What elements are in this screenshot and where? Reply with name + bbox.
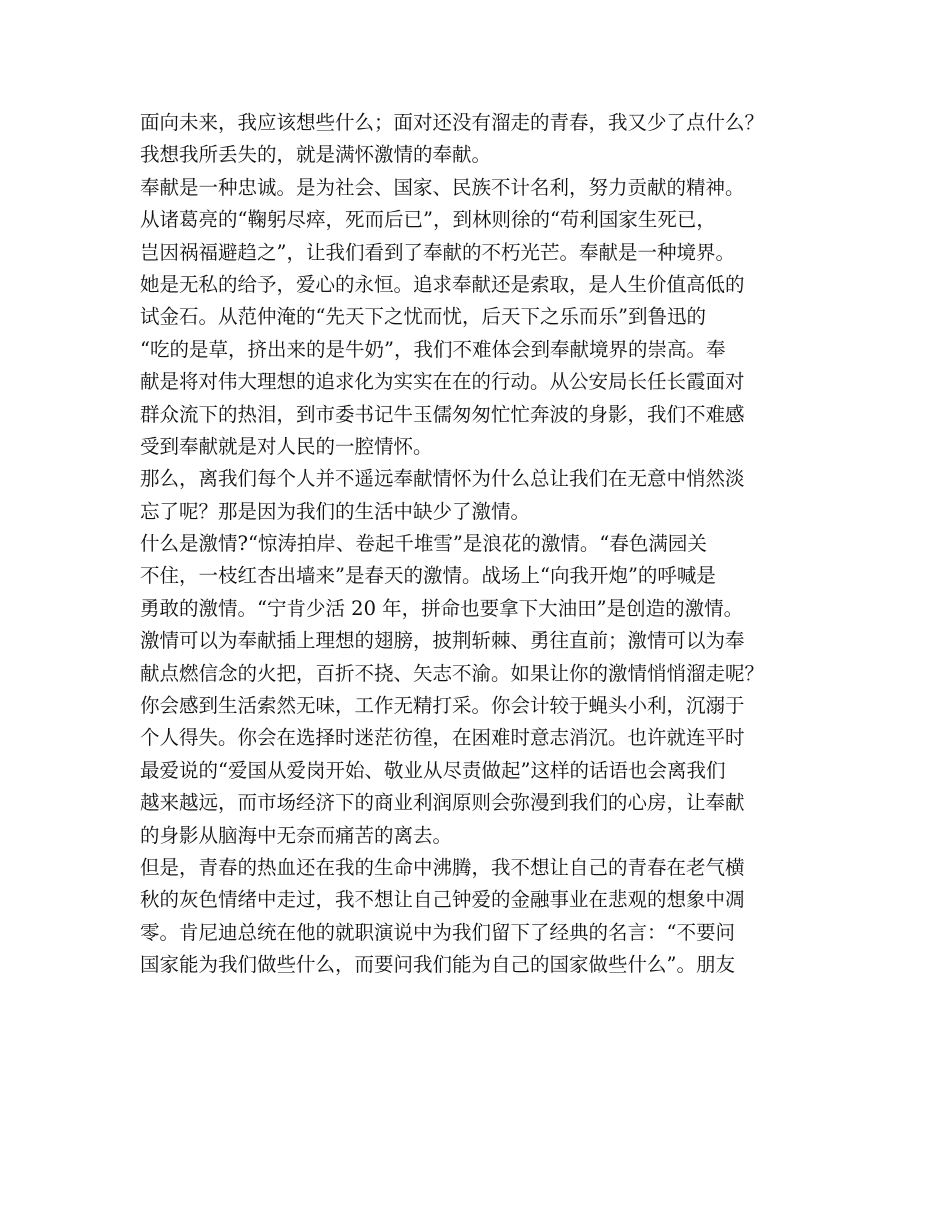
text-line: 你会感到生活索然无味，工作无精打采。你会计较于蝇头小利，沉溺于 [140,694,745,718]
text-line: 勇敢的激情。“宁肯少活 20 年，拼命也要拿下大油田”是创造的激情。 [140,596,744,620]
text-line: 最爱说的“爱国从爱岗开始、敬业从尽责做起”这样的话语也会离我们 [140,758,726,782]
text-line: 试金石。从范仲淹的“先天下之忧而忧，后天下之乐而乐”到鲁迅的 [140,305,706,329]
text-line: 越来越远，而市场经济下的商业利润原则会弥漫到我们的心房，让奉献 [140,791,745,815]
text-line: 面向未来，我应该想些什么；面对还没有溜走的青春，我又少了点什么？ [140,111,765,134]
text-line: “吃的是草，挤出来的是牛奶”，我们不难体会到奉献境界的崇高。奉 [140,337,726,361]
text-line: 不住，一枝红杏出墙来”是春天的激情。战场上“向我开炮”的呼喊是 [140,564,716,588]
text-line: 秋的灰色情绪中走过，我不想让自己钟爱的金融事业在悲观的想象中凋 [140,888,745,912]
text-line: 献点燃信念的火把，百折不挠、矢志不渝。如果让你的激情悄悄溜走呢？ [140,661,765,685]
text-line: 她是无私的给予，爱心的永恒。追求奉献还是索取，是人生价值高低的 [140,272,745,296]
text-line: 什么是激情?“惊涛拍岸、卷起千堆雪”是浪花的激情。“春色满园关 [140,532,707,556]
document-body [140,107,830,982]
text-line: 但是，青春的热血还在我的生命中沸腾，我不想让自己的青春在老气横 [140,855,745,879]
text-line: 群众流下的热泪，到市委书记牛玉儒匆匆忙忙奔波的身影，我们不难感 [140,402,745,426]
text-line: 岂因祸福避趋之”，让我们看到了奉献的不朽光芒。奉献是一种境界。 [140,240,735,264]
text-line: 国家能为我们做些什么，而要问我们能为自己的国家做些什么”。朋友 [140,953,735,977]
text-line: 献是将对伟大理想的追求化为实实在在的行动。从公安局长任长霞面对 [140,370,745,394]
text-line: 受到奉献就是对人民的一腔情怀。 [140,434,433,458]
text-line: 奉献是一种忠诚。是为社会、国家、民族不计名利，努力贡献的精神。 [140,175,745,199]
text-line: 的身影从脑海中无奈而痛苦的离去。 [140,823,453,847]
text-line: 那么，离我们每个人并不遥远奉献情怀为什么总让我们在无意中悄然淡 [140,467,745,491]
text-line: 个人得失。你会在选择时迷茫彷徨，在困难时意志消沉。也许就连平时 [140,726,745,750]
text-line: 忘了呢？那是因为我们的生活中缺少了激情。 [140,499,531,523]
text-line: 激情可以为奉献插上理想的翅膀，披荆斩棘、勇往直前；激情可以为奉 [140,629,745,653]
text-line: 零。肯尼迪总统在他的就职演说中为我们留下了经典的名言：“不要问 [140,920,735,944]
text-line: 我想我所丢失的，就是满怀激情的奉献。 [140,143,492,167]
text-line: 从诸葛亮的“鞠躬尽瘁，死而后已”，到林则徐的“苟利国家生死已， [140,208,716,232]
